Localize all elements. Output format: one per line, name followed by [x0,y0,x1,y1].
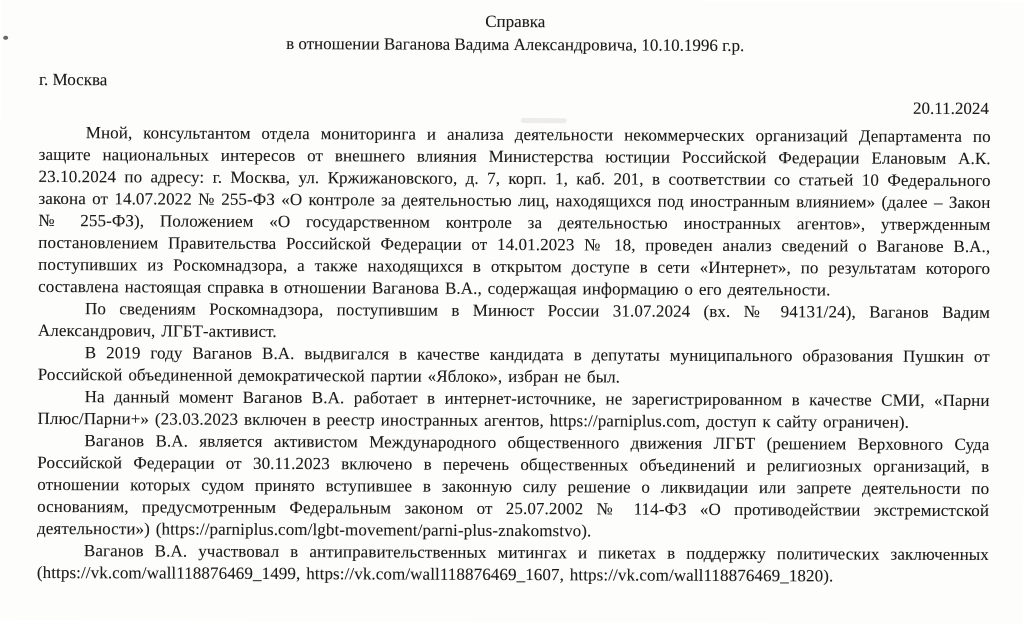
document-title: Справка [485,11,546,32]
document-subtitle: в отношении Ваганова Вадима Александровича, 10.10.1996 г.р. [286,34,745,56]
scan-smudge [521,118,567,123]
paragraph-rallies: Ваганов В.А. участвовал в антиправительственных митингах и пикетах в поддержку политических заключенных (https://vk.com/wall118876469_1499, https://vk.com/wall118876469_1607, https://vk.com/wall118876469_1820). [36,541,989,586]
paragraph-movement-activist: Ваганов В.А. является активистом Международного общественного движения ЛГБТ (решением Верховного Суда Российской Федерации от 30.11.2023 включено в перечень общественных объединений и религиозных организаций, в отношении которых судом принято вступившее в законную силу решение о ликвидации или запрете деятельности по основаниям, предусмотренным Федеральным законом от 25.07.2002 № 114-ФЗ «О противодействии экстремистской деятельности») (https://parniplus.com/lgbt-movement/parni-plus-znakomstvo). [37,431,990,541]
paragraph-current-work: На данный момент Ваганов В.А. работает в интернет-источнике, не зарегистрированном в качестве СМИ, «Парни Плюс/Парни+» (23.03.2023 включен в реестр иностранных агентов, https://parniplus.com, доступ к сайту ограничен). [37,387,990,432]
document-header [39,8,991,58]
paragraph-intro: Мной, консультантом отдела мониторинга и анализа деятельности некоммерческих организаций Департамента по защите национальных интересов от внешнего влияния Министерства юстиции Российской Федерации Елановым А.К. 23.10.2024 по адресу: г. Москва, ул. Кржижановского, д. 7, корп. 1, каб. 201, в соответствии со статьей 10 Федерального закона от 14.07.2022 № 255-ФЗ «О контроле за деятельностью лиц, находящихся под иностранным влиянием» (далее – Закон № 255-ФЗ), Положением «О государственном контроле за деятельностью иностранных агентов», утвержденным постановлением Правительства Российской Федерации от 14.01.2023 № 18, проведен анализ сведений о Ваганове В.А., поступивших из Роскомнадзора, а также находящихся в открытом доступе в сети «Интернет», по результатам которого составлена настоящая справка в отношении Ваганова В.А., содержащая информацию о его деятельности. [38,123,991,300]
paragraph-roskomnadzor-info: По сведениям Роскомнадзора, поступившим в Минюст России 31.07.2024 (вх. № 94131/24), Ваганов Вадим Александрович, ЛГБТ-активист. [37,299,991,341]
document-body [37,122,991,588]
document-date: 20.11.2024 [912,98,989,119]
scan-speck [3,36,8,40]
paragraph-2019-candidate: В 2019 году Ваганов В.А. выдвигался в качестве кандидата в депутаты муниципального образования Пушкин от Российской объединенной демократической партии «Яблоко», избран не был. [37,343,990,387]
document-city: г. Москва [38,69,108,90]
